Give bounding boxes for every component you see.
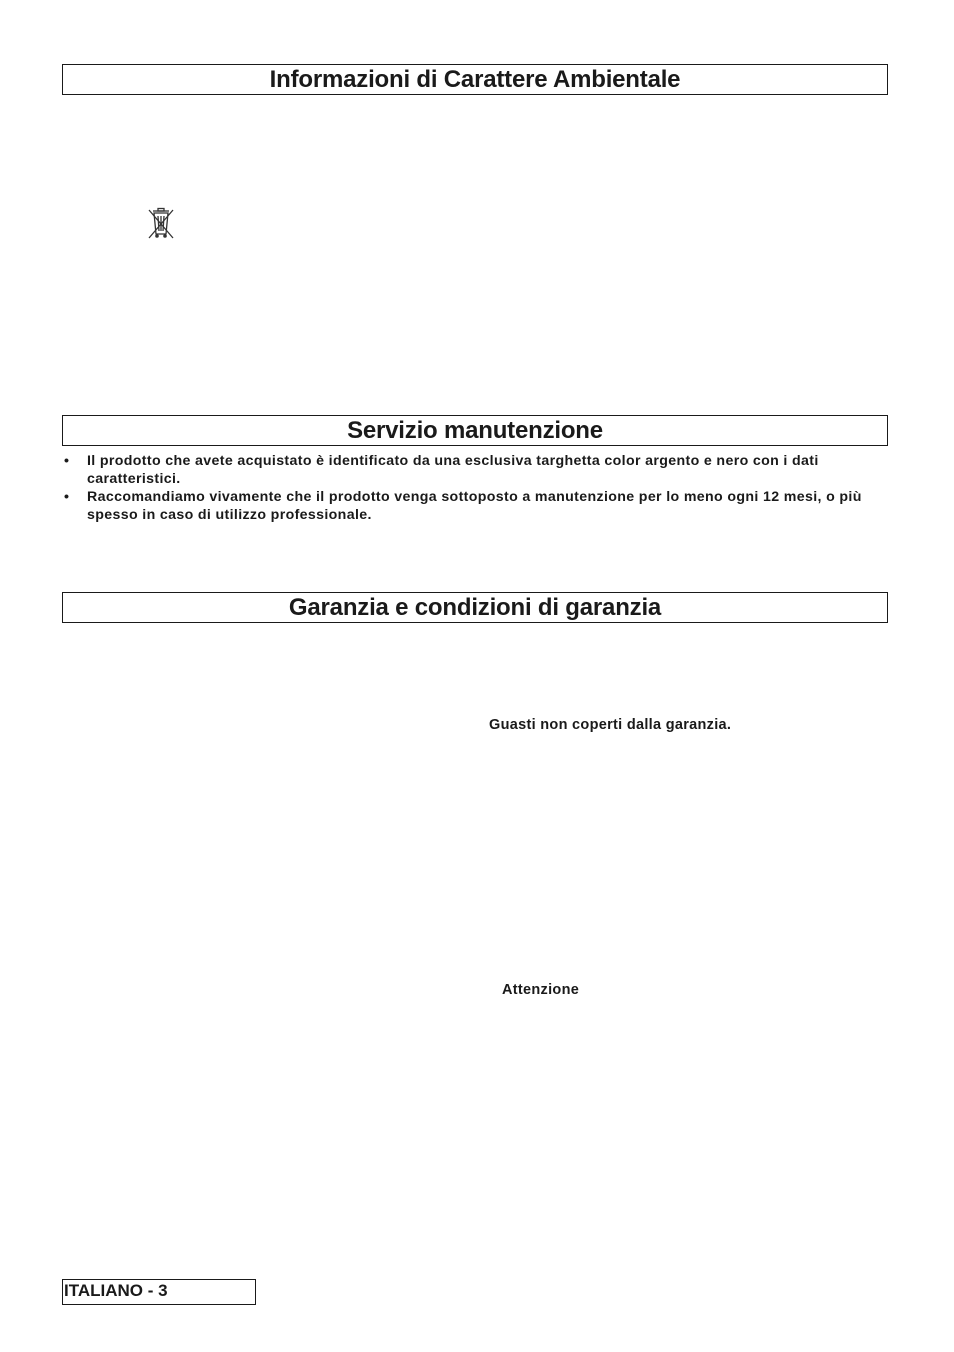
bullet-text: Il prodotto che avete acquistato è identificato da una esclusiva targhetta color argento e nero con i dati caratteristici.: [87, 453, 819, 487]
page-footer-label: ITALIANO - 3: [62, 1279, 256, 1305]
crossed-out-bin-icon: [146, 207, 176, 241]
list-item: [62, 488, 888, 524]
bullet-icon: •: [64, 453, 70, 469]
list-item: [62, 452, 888, 488]
not-covered-subheading: Guasti non coperti dalla garanzia.: [489, 717, 732, 733]
bullet-icon: •: [64, 489, 70, 505]
environment-heading: Informazioni di Carattere Ambientale: [62, 64, 888, 95]
warranty-heading: Garanzia e condizioni di garanzia: [62, 592, 888, 623]
attention-subheading: Attenzione: [502, 982, 580, 998]
service-heading: Servizio manutenzione: [62, 415, 888, 446]
service-bullet-list: [62, 452, 888, 524]
bullet-text: Raccomandiamo vivamente che il prodotto venga sottoposto a manutenzione per lo meno ogni 12 mesi, o più spesso in caso di utilizzo professionale.: [87, 489, 862, 523]
